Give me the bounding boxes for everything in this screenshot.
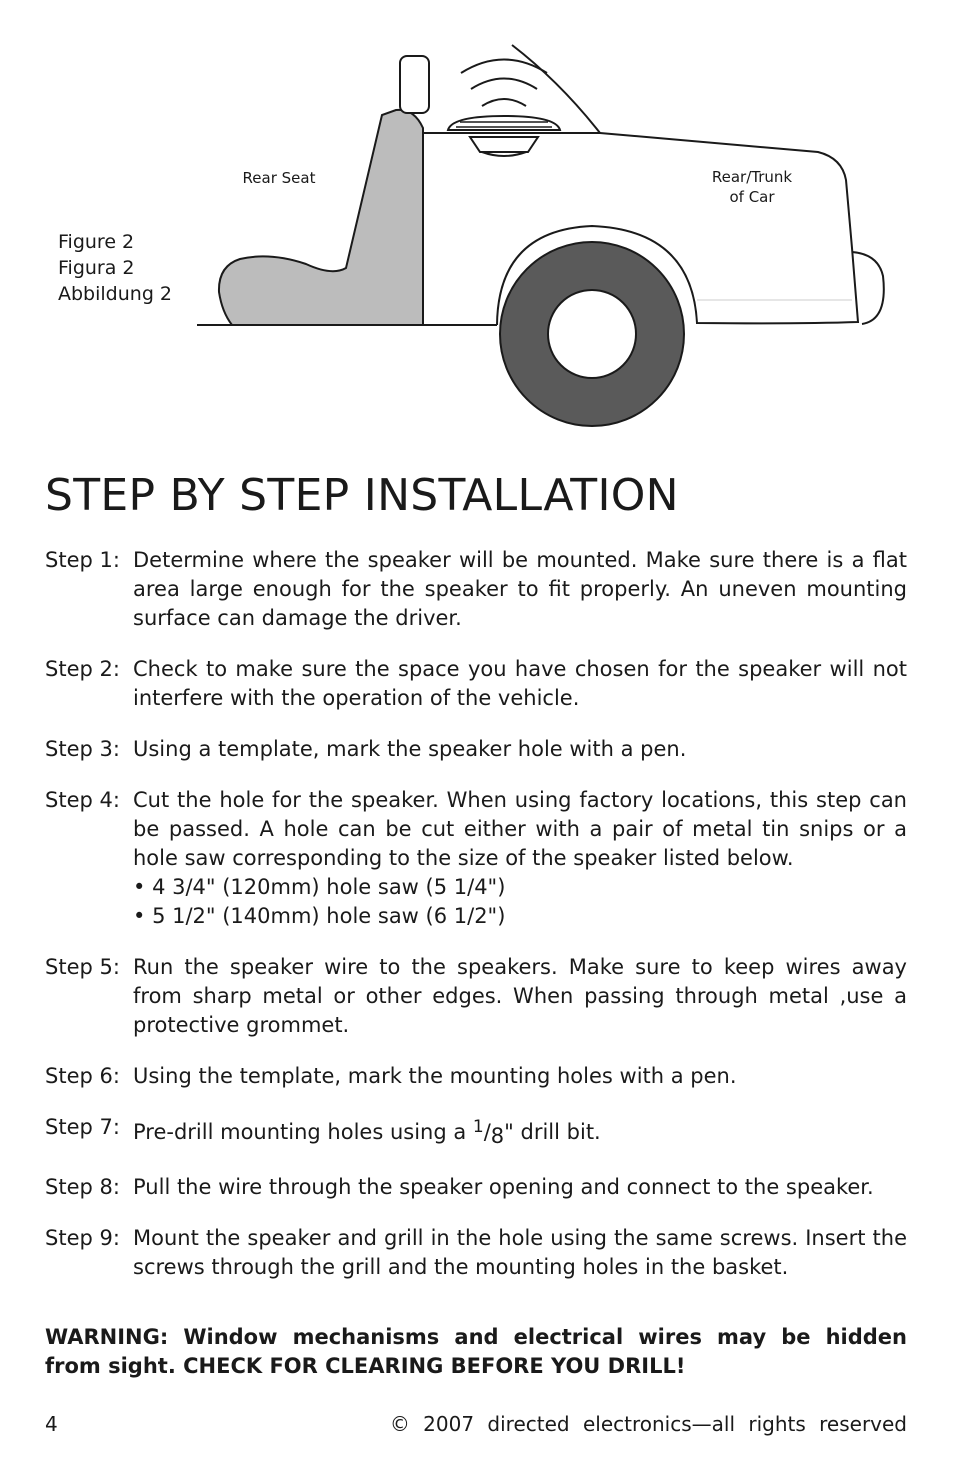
step-label: Step 2: (45, 657, 120, 681)
step-3 (45, 735, 907, 764)
step-text: " drill bit. (504, 1120, 601, 1144)
sound-waves (461, 60, 547, 107)
figure-caption-es: Figura 2 (58, 257, 135, 279)
step-text: Using a template, mark the speaker hole with a pen. (133, 737, 687, 761)
step-label: Step 3: (45, 737, 120, 761)
step-text-container (133, 786, 907, 931)
steps-list (45, 546, 907, 1304)
bullet-text: 4 3/4" (120mm) hole saw (5 1/4") (152, 875, 506, 899)
step-text: Pull the wire through the speaker opening and connect to the speaker. (133, 1175, 874, 1199)
step-8 (45, 1173, 907, 1202)
label-rear-seat: Rear Seat (242, 169, 316, 187)
step-text-container (133, 1113, 907, 1151)
label-rear-trunk (692, 167, 812, 207)
step-text: Check to make sure the space you have chosen for the speaker will not interfere with the operation of the vehicle. (133, 657, 907, 710)
bullet-item: • 4 3/4" (120mm) hole saw (5 1/4") (133, 875, 506, 899)
step-7 (45, 1113, 907, 1151)
figure-caption-de: Abbildung 2 (58, 283, 173, 305)
step-label: Step 1: (45, 548, 120, 572)
page-number: 4 (45, 1412, 58, 1436)
step-label: Step 6: (45, 1064, 120, 1088)
step-2 (45, 655, 907, 713)
fraction-numerator: 1 (472, 1117, 484, 1137)
fraction-denominator: 8 (490, 1124, 505, 1148)
step-text: Using the template, mark the mounting holes with a pen. (133, 1064, 737, 1088)
warning-text: WARNING: Window mechanisms and electrical wires may be hidden from sight. CHECK FOR CLEARING BEFORE YOU DRILL! (45, 1325, 907, 1378)
step-text: Cut the hole for the speaker. When using factory locations, this step can be passed. A hole can be cut either with a pair of metal tin snips or a hole saw corresponding to the size of the speaker listed below. (133, 788, 907, 870)
figure-caption (58, 229, 172, 307)
copyright-notice: © 2007 directed electronics—all rights reserved (389, 1412, 907, 1436)
step-label: Step 8: (45, 1175, 120, 1199)
step-9 (45, 1224, 907, 1282)
step-4 (45, 786, 907, 931)
step-label: Step 9: (45, 1226, 120, 1250)
label-trunk-line2: of Car (729, 188, 775, 206)
step-label: Step 5: (45, 955, 120, 979)
wheel-rim (548, 290, 636, 378)
bullet-item: • 5 1/2" (140mm) hole saw (6 1/2") (133, 904, 506, 928)
step-text: Pre-drill mounting holes using a (133, 1120, 473, 1144)
page-title: STEP BY STEP INSTALLATION (45, 470, 679, 521)
step-label: Step 4: (45, 788, 120, 812)
label-trunk-line1: Rear/Trunk (711, 168, 793, 186)
step-text: Determine where the speaker will be mounted. Make sure there is a flat area large enough for the speaker to fit properly. An uneven mounting surface can damage the driver. (133, 548, 907, 630)
step-1 (45, 546, 907, 633)
step-text: Run the speaker wire to the speakers. Make sure to keep wires away from sharp metal or other edges. When passing through metal ,use a protective grommet. (133, 955, 907, 1037)
bullet-text: 5 1/2" (140mm) hole saw (6 1/2") (152, 904, 506, 928)
figure-caption-en: Figure 2 (58, 231, 135, 253)
fraction-slash: / (483, 1120, 491, 1144)
headrest (400, 56, 429, 113)
step-label: Step 7: (45, 1115, 120, 1139)
speaker (448, 116, 560, 156)
step-text: Mount the speaker and grill in the hole using the same screws. Insert the screws through the grill and the mounting holes in the basket. (133, 1226, 907, 1279)
rear-seat (219, 110, 423, 325)
car-rear-speaker-diagram (0, 0, 954, 440)
step-5 (45, 953, 907, 1040)
step-6 (45, 1062, 907, 1091)
